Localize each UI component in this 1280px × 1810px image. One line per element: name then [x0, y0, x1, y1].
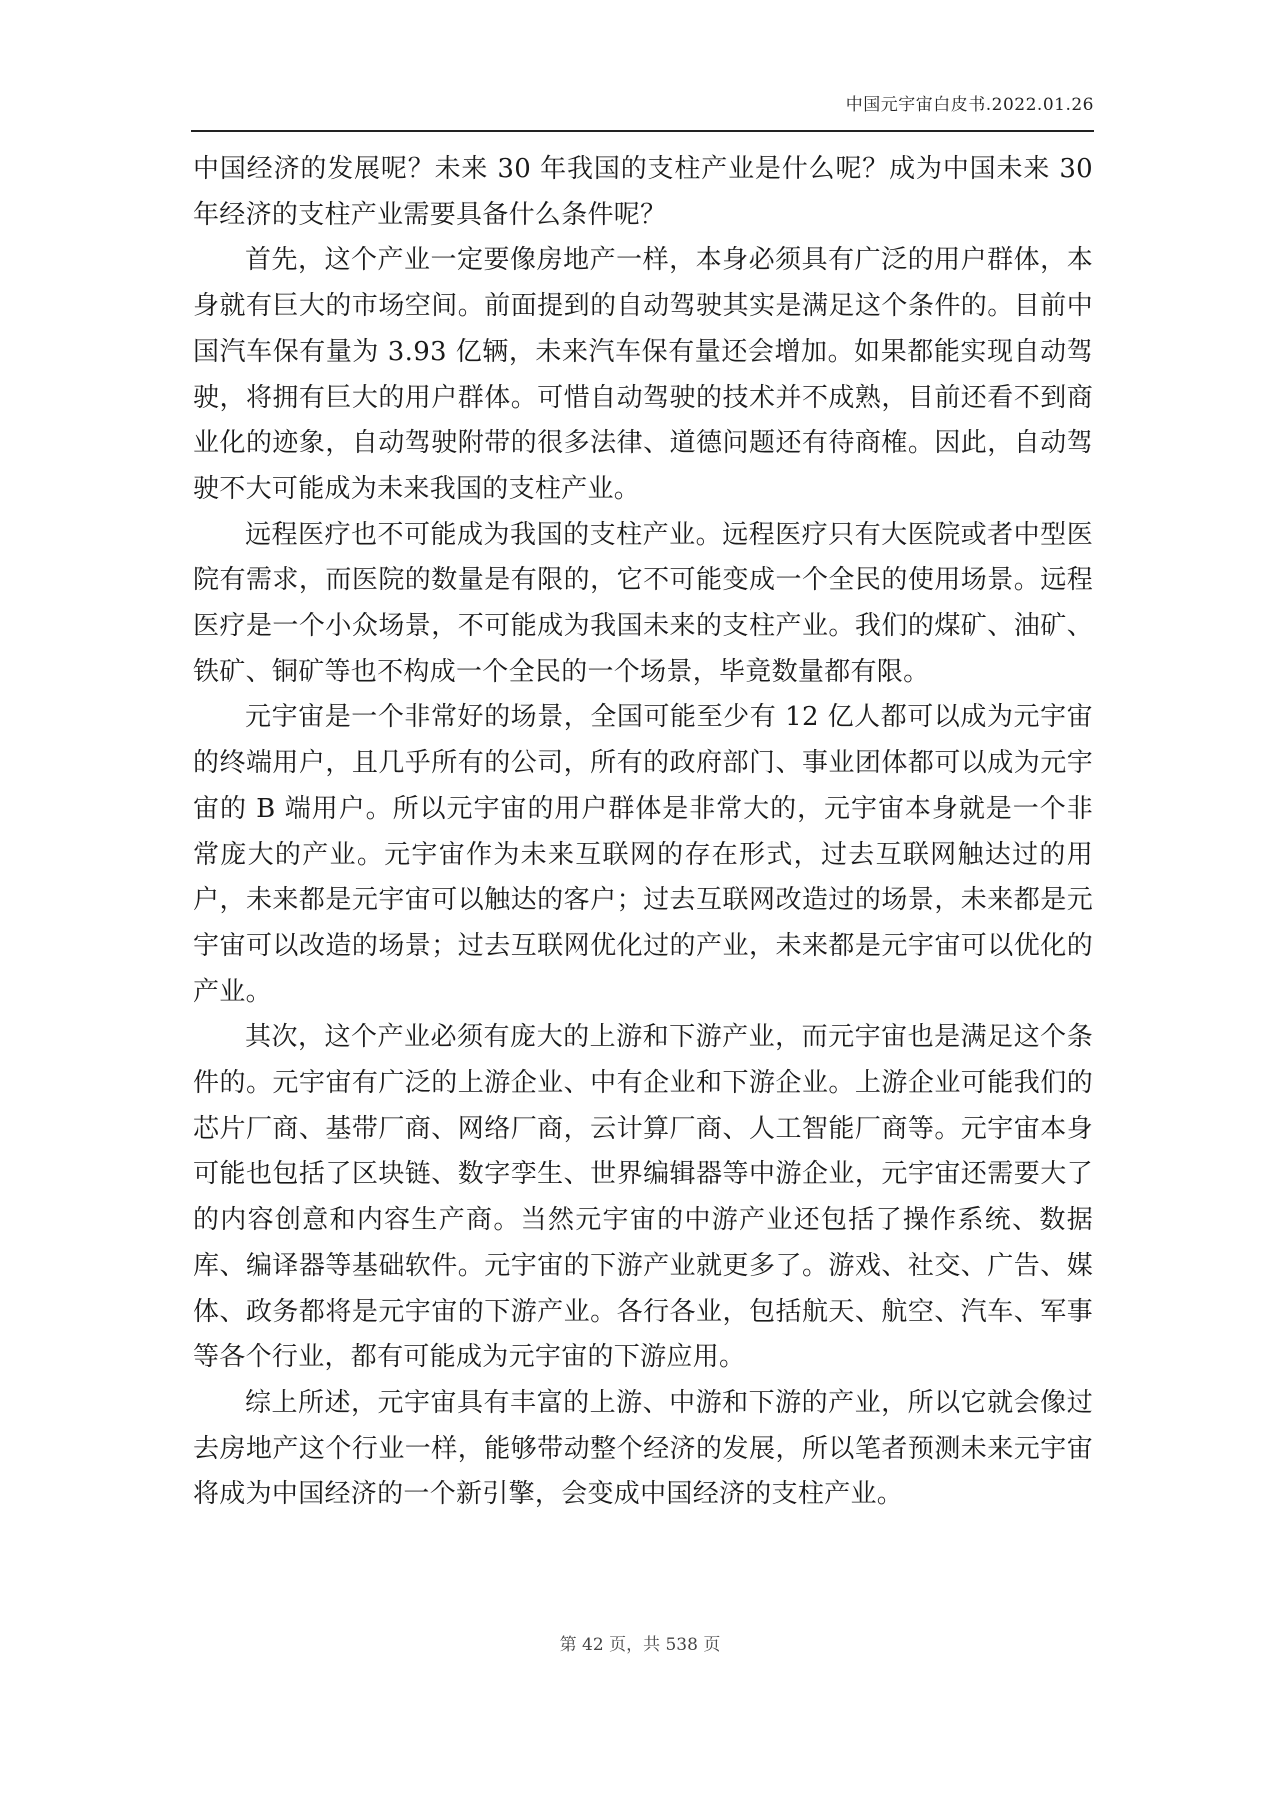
- paragraph: 元宇宙是一个非常好的场景，全国可能至少有 12 亿人都可以成为元宇宙的终端用户，且几乎所有的公司，所有的政府部门、事业团体都可以成为元宇宙的 B 端用户。所以元宇宙的用户群体是非常大的，元宇宙本身就是一个非常庞大的产业。元宇宙作为未来互联网的存在形式，过去互联网触达过的用户，未来都是元宇宙可以触达的客户；过去互联网改造过的场景，未来都是元宇宙可以改造的场景；过去互联网优化过的产业，未来都是元宇宙可以优化的产业。: [193, 702, 1093, 1007]
- paragraph: 首先，这个产业一定要像房地产一样，本身必须具有广泛的用户群体，本身就有巨大的市场空间。前面提到的自动驾驶其实是满足这个条件的。目前中国汽车保有量为 3.93 亿辆，未来汽车保有量还会增加。如果都能实现自动驾驶，将拥有巨大的用户群体。可惜自动驾驶的技术并不成熟，目前还看不到商业化的迹象，自动驾驶附带的很多法律、道德问题还有待商榷。因此，自动驾驶不大可能成为未来我国的支柱产业。: [193, 245, 1093, 504]
- paragraph: 其次，这个产业必须有庞大的上游和下游产业，而元宇宙也是满足这个条件的。元宇宙有广泛的上游企业、中有企业和下游企业。上游企业可能我们的芯片厂商、基带厂商、网络厂商，云计算厂商、人工智能厂商等。元宇宙本身可能也包括了区块链、数字孪生、世界编辑器等中游企业，元宇宙还需要大了的内容创意和内容生产商。当然元宇宙的中游产业还包括了操作系统、数据库、编译器等基础软件。元宇宙的下游产业就更多了。游戏、社交、广告、媒体、政务都将是元宇宙的下游产业。各行各业，包括航天、航空、汽车、军事等各个行业，都有可能成为元宇宙的下游应用。: [193, 1022, 1093, 1373]
- page-number: 第 42 页，共 538 页: [559, 1635, 721, 1655]
- running-header: 中国元宇宙白皮书.2022.01.26: [845, 95, 1094, 115]
- paragraph: 综上所述，元宇宙具有丰富的上游、中游和下游的产业，所以它就会像过去房地产这个行业一样，能够带动整个经济的发展，所以笔者预测未来元宇宙将成为中国经济的一个新引擎，会变成中国经济的支柱产业。: [193, 1387, 1093, 1510]
- header-divider: [191, 130, 1094, 132]
- paragraph: 中国经济的发展呢？未来 30 年我国的支柱产业是什么呢？成为中国未来 30 年经济的支柱产业需要具备什么条件呢？: [193, 154, 1093, 230]
- document-body: [193, 147, 1093, 1518]
- paragraph: 远程医疗也不可能成为我国的支柱产业。远程医疗只有大医院或者中型医院有需求，而医院的数量是有限的，它不可能变成一个全民的使用场景。远程医疗是一个小众场景，不可能成为我国未来的支柱产业。我们的煤矿、油矿、铁矿、铜矿等也不构成一个全民的一个场景，毕竟数量都有限。: [193, 519, 1093, 687]
